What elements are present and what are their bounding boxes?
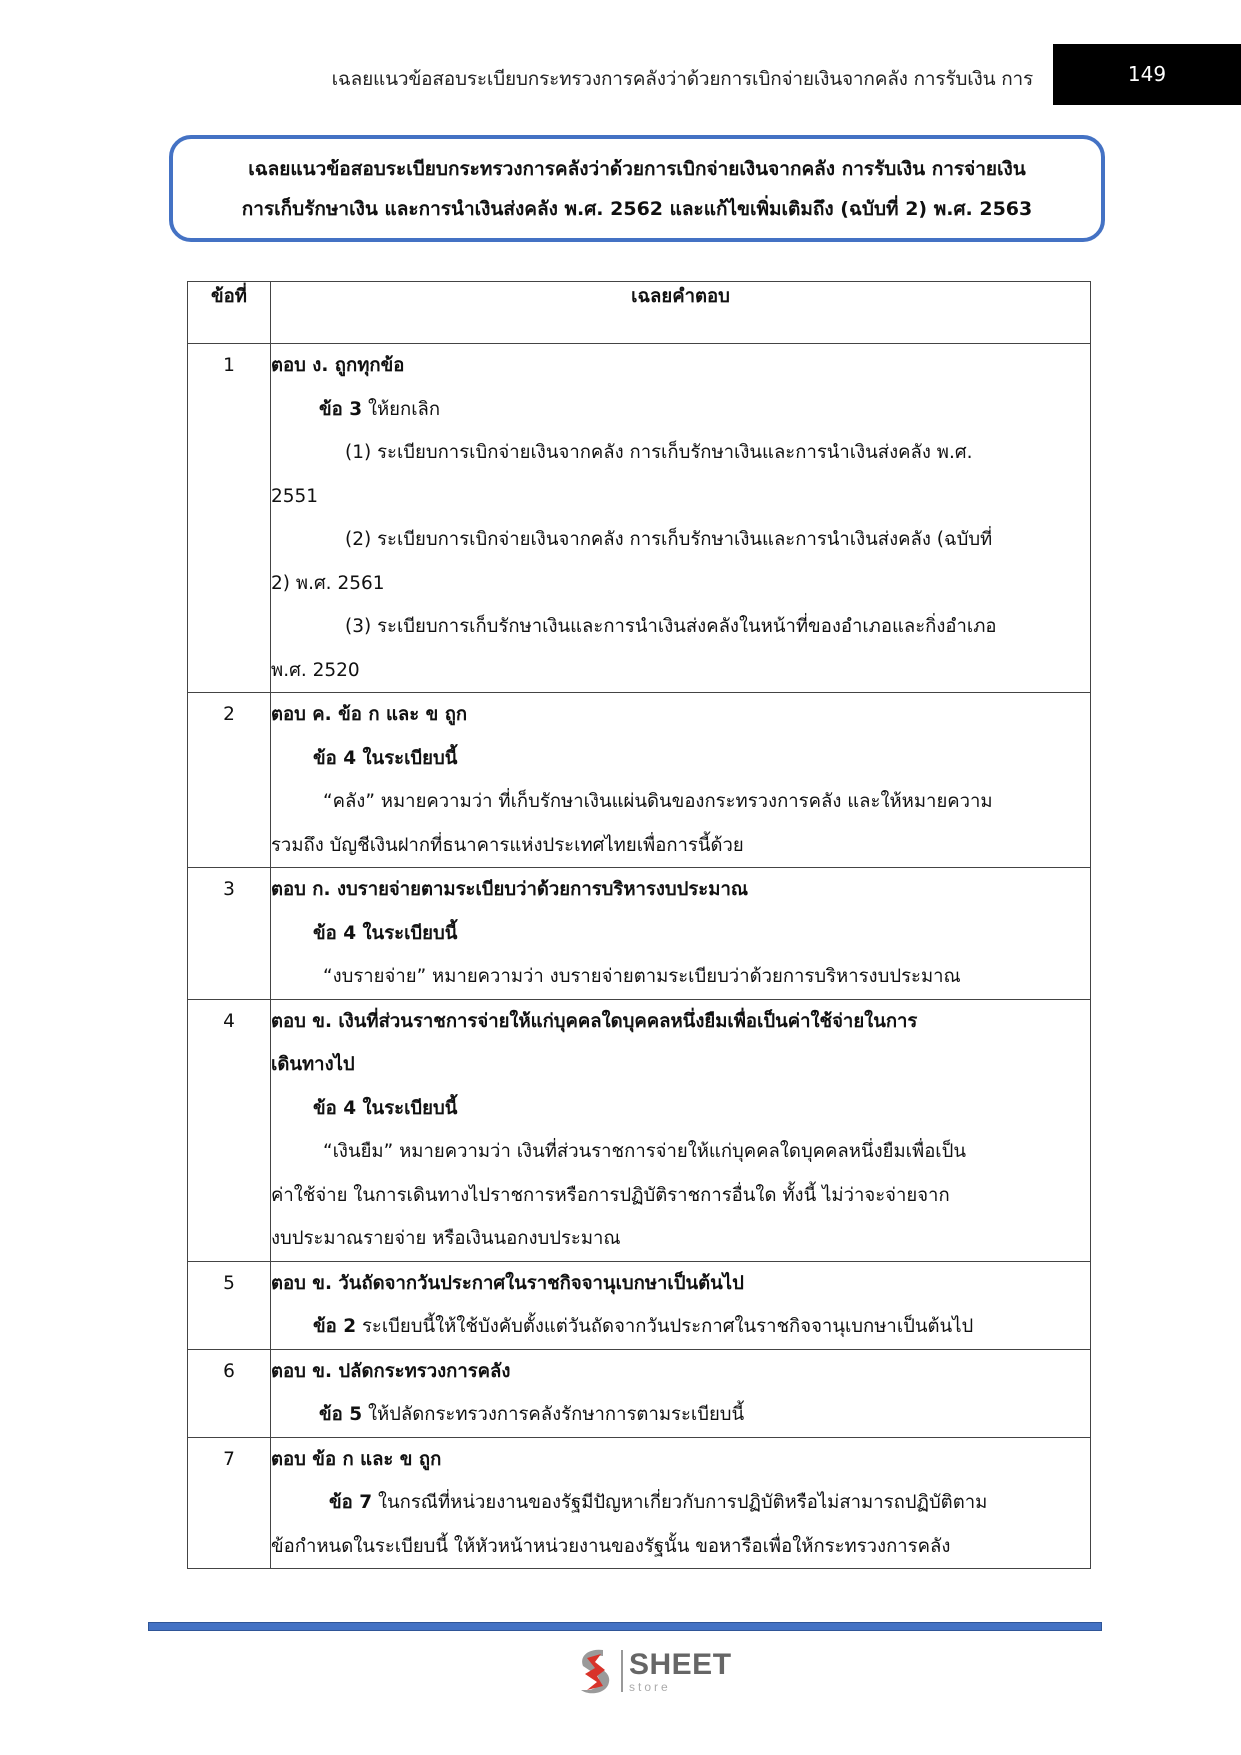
explanation-line: พ.ศ. 2520 bbox=[271, 659, 360, 681]
answer-line: ตอบ ข. วันถัดจากวันประกาศในราชกิจจานุเบกษาเป็นต้นไป bbox=[271, 1272, 744, 1294]
logo-sub-text: store bbox=[629, 1679, 671, 1694]
question-number: 5 bbox=[188, 1261, 271, 1349]
question-number: 3 bbox=[188, 868, 271, 1000]
table-row bbox=[188, 1261, 1091, 1349]
clause-text: ให้ยกเลิก bbox=[362, 398, 441, 420]
explanation-line: 2551 bbox=[271, 485, 319, 507]
answer-line: ตอบ ค. ข้อ ก และ ข ถูก bbox=[271, 704, 468, 725]
page-number: 149 bbox=[1127, 62, 1167, 86]
answer-cell bbox=[271, 1261, 1091, 1349]
clause-keyword: ข้อ 3 bbox=[319, 398, 363, 420]
clause-keyword: ข้อ 4 ในระเบียบนี้ bbox=[313, 1097, 458, 1119]
explanation-line: รวมถึง บัญชีเงินฝากที่ธนาคารแห่งประเทศไทยเพื่อการนี้ด้วย bbox=[271, 834, 744, 856]
running-header bbox=[0, 44, 1241, 105]
table-row bbox=[188, 999, 1091, 1261]
answer-line: ตอบ ข. ปลัดกระทรวงการคลัง bbox=[271, 1360, 511, 1382]
sheet-store-s-icon bbox=[573, 1646, 617, 1696]
answer-line-continued: เดินทางไป bbox=[271, 1054, 355, 1075]
answer-cell bbox=[271, 868, 1091, 1000]
table-row bbox=[188, 1349, 1091, 1437]
title-line-2: การเก็บรักษาเงิน และการนำเงินส่งคลัง พ.ศ. 2562 และแก้ไขเพิ่มเติมถึง (ฉบับที่ 2) พ.ศ. 2563 bbox=[241, 197, 1033, 220]
clause-keyword: ข้อ 5 bbox=[319, 1404, 363, 1425]
clause-text: ในกรณีที่หน่วยงานของรัฐมีปัญหาเกี่ยวกับการปฏิบัติหรือไม่สามารถปฏิบัติตาม bbox=[372, 1492, 988, 1513]
table-row bbox=[188, 344, 1091, 693]
answer-cell bbox=[271, 344, 1091, 693]
answer-cell bbox=[271, 693, 1091, 868]
footer-bar bbox=[148, 1622, 1102, 1631]
answer-cell bbox=[271, 1437, 1091, 1569]
table-header-row bbox=[188, 282, 1091, 344]
explanation-line: (3) ระเบียบการเก็บรักษาเงินและการนำเงินส่งคลังในหน้าที่ของอำเภอและกิ่งอำเภอ bbox=[345, 616, 997, 637]
question-number: 1 bbox=[188, 344, 271, 693]
explanation-line: 2) พ.ศ. 2561 bbox=[271, 572, 385, 594]
running-title: เฉลยแนวข้อสอบระเบียบกระทรวงการคลังว่าด้วยการเบิกจ่ายเงินจากคลัง การรับเงิน การ bbox=[331, 68, 1033, 90]
page-number-box bbox=[1053, 44, 1241, 105]
answer-line: ตอบ ข้อ ก และ ข ถูก bbox=[271, 1448, 442, 1470]
answer-line: ตอบ ง. ถูกทุกข้อ bbox=[271, 355, 405, 376]
explanation-line: “คลัง” หมายความว่า ที่เก็บรักษาเงินแผ่นดินของกระทรวงการคลัง และให้หมายความ bbox=[323, 791, 993, 812]
title-line-1: เฉลยแนวข้อสอบระเบียบกระทรวงการคลังว่าด้วยการเบิกจ่ายเงินจากคลัง การรับเงิน การจ่ายเงิน bbox=[248, 157, 1026, 180]
clause-keyword: ข้อ 2 bbox=[313, 1316, 357, 1337]
explanation-line: ข้อกำหนดในระเบียบนี้ ให้หัวหน้าหน่วยงานของรัฐนั้น ขอหารือเพื่อให้กระทรวงการคลัง bbox=[271, 1535, 951, 1557]
logo-separator bbox=[621, 1650, 623, 1692]
question-number: 6 bbox=[188, 1349, 271, 1437]
header-question-number: ข้อที่ bbox=[188, 282, 271, 344]
clause-text: ระเบียบนี้ให้ใช้บังคับตั้งแต่วันถัดจากวันประกาศในราชกิจจานุเบกษาเป็นต้นไป bbox=[356, 1316, 974, 1337]
question-number: 2 bbox=[188, 693, 271, 868]
logo-text bbox=[629, 1647, 732, 1694]
sheet-store-logo bbox=[573, 1646, 732, 1696]
header-answer: เฉลยคำตอบ bbox=[271, 282, 1091, 344]
answer-cell bbox=[271, 999, 1091, 1261]
clause-keyword: ข้อ 7 bbox=[329, 1492, 373, 1513]
explanation-line: (2) ระเบียบการเบิกจ่ายเงินจากคลัง การเก็บรักษาเงินและการนำเงินส่งคลัง (ฉบับที่ bbox=[345, 529, 993, 550]
question-number: 7 bbox=[188, 1437, 271, 1569]
table-row bbox=[188, 693, 1091, 868]
question-number: 4 bbox=[188, 999, 271, 1261]
explanation-line: “งบรายจ่าย” หมายความว่า งบรายจ่ายตามระเบียบว่าด้วยการบริหารงบประมาณ bbox=[323, 966, 961, 987]
explanation-line: (1) ระเบียบการเบิกจ่ายเงินจากคลัง การเก็บรักษาเงินและการนำเงินส่งคลัง พ.ศ. bbox=[345, 442, 973, 463]
table-row bbox=[188, 1437, 1091, 1569]
explanation-line: ค่าใช้จ่าย ในการเดินทางไปราชการหรือการปฏิบัติราชการอื่นใด ทั้งนี้ ไม่ว่าจะจ่ายจาก bbox=[271, 1184, 950, 1206]
clause-keyword: ข้อ 4 ในระเบียบนี้ bbox=[313, 747, 458, 769]
logo-main-text: SHEET bbox=[629, 1647, 732, 1681]
clause-keyword: ข้อ 4 ในระเบียบนี้ bbox=[313, 922, 458, 944]
table-row bbox=[188, 868, 1091, 1000]
answer-line: ตอบ ก. งบรายจ่ายตามระเบียบว่าด้วยการบริหารงบประมาณ bbox=[271, 879, 748, 900]
explanation-line: “เงินยืม” หมายความว่า เงินที่ส่วนราชการจ่ายให้แก่บุคคลใดบุคคลหนึ่งยืมเพื่อเป็น bbox=[323, 1141, 967, 1162]
explanation-line: งบประมาณรายจ่าย หรือเงินนอกงบประมาณ bbox=[271, 1228, 621, 1249]
title-box bbox=[169, 135, 1105, 242]
answer-table bbox=[187, 281, 1091, 1569]
clause-text: ให้ปลัดกระทรวงการคลังรักษาการตามระเบียบนี้ bbox=[362, 1404, 745, 1425]
answer-line: ตอบ ข. เงินที่ส่วนราชการจ่ายให้แก่บุคคลใดบุคคลหนึ่งยืมเพื่อเป็นค่าใช้จ่ายในการ bbox=[271, 1010, 918, 1032]
answer-cell bbox=[271, 1349, 1091, 1437]
